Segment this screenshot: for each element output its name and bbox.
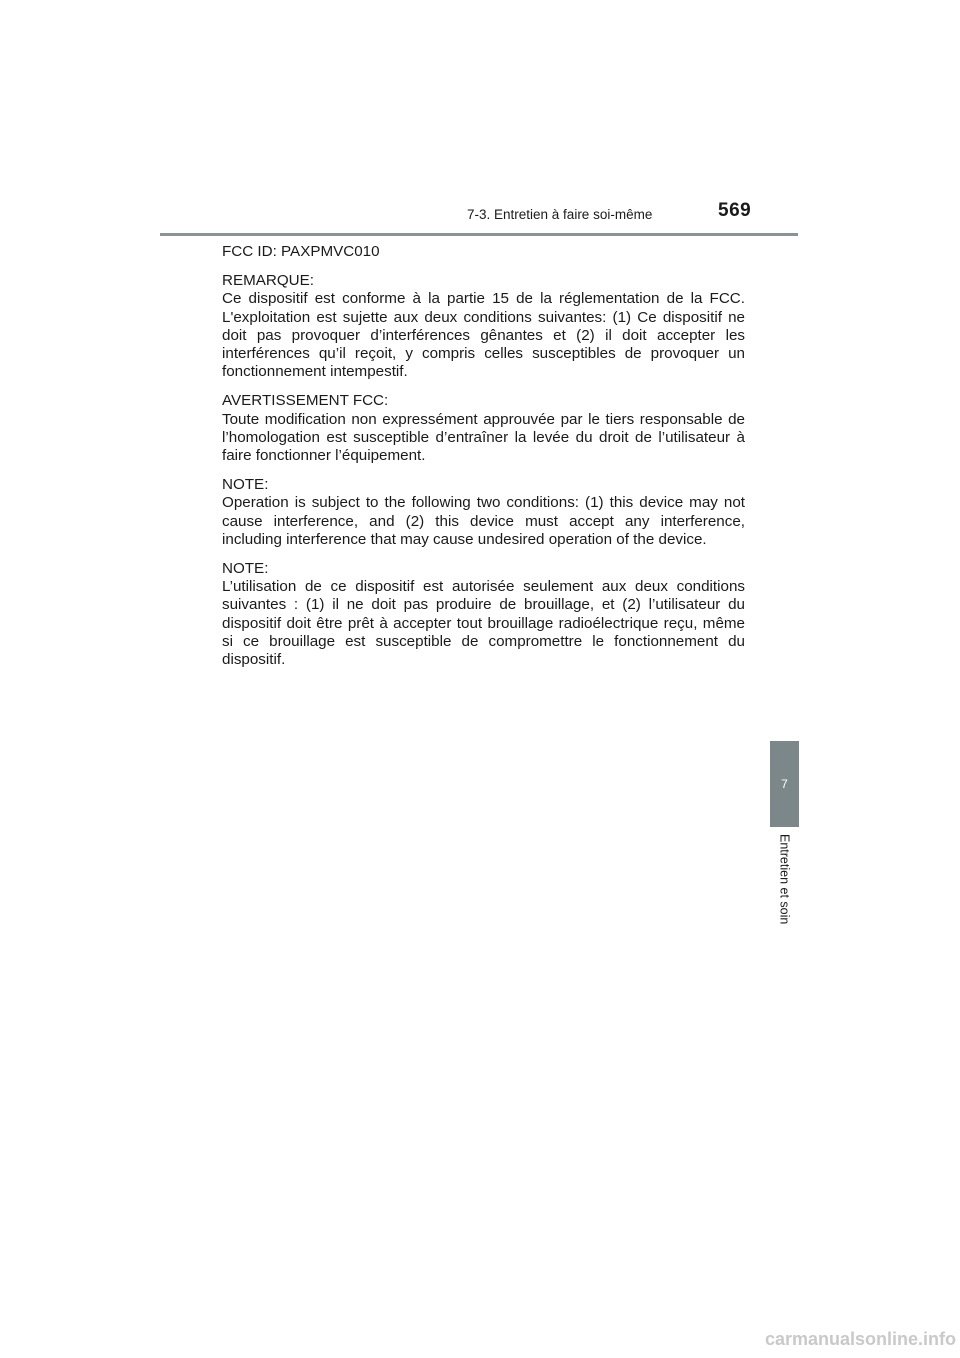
fcc-id-text: FCC ID: PAXPMVC010 — [222, 243, 380, 260]
avertissement-block — [222, 392, 745, 465]
remarque-block — [222, 272, 745, 381]
remarque-body: Ce dispositif est conforme à la partie 15 de la réglementation de la FCC. L'exploitation est sujette aux deux conditions suivantes: (1) Ce dispositif ne doit pas provoquer d’interférences gênantes et (2) il doit accepter les interférences qu’il reçoit, y compris celles susceptibles de provoquer un fonctionnement intempestif. — [222, 290, 745, 381]
chapter-label: Entretien et soin — [777, 834, 792, 925]
avertissement-heading: AVERTISSEMENT FCC: — [222, 392, 389, 410]
page-number: 569 — [718, 200, 752, 221]
fcc-id-block — [222, 243, 745, 261]
note-fr-block — [222, 560, 745, 669]
remarque-heading: REMARQUE: — [222, 272, 314, 290]
note-en-heading: NOTE: — [222, 476, 269, 494]
note-en-block — [222, 476, 745, 549]
avertissement-body: Toute modification non expressément approuvée par le tiers responsable de l’homologation est susceptible d’entraîner la levée du droit de l’utilisateur à faire fonctionner l’équipement. — [222, 410, 745, 465]
main-content — [222, 243, 745, 680]
chapter-label-container — [770, 834, 799, 924]
chapter-tab[interactable] — [770, 741, 799, 827]
watermark: carmanualsonline.info — [764, 1329, 956, 1349]
note-fr-heading: NOTE: — [222, 560, 269, 578]
note-fr-body: L’utilisation de ce dispositif est autorisée seulement aux deux conditions suivantes : (1) il ne doit pas produire de brouillage, et (2) l’utilisateur du dispositif doit être prêt à accepter tout brouillage radioélectrique reçu, même si ce brouillage est susceptible de compromettre le fonctionnement du dispositif. — [222, 578, 745, 669]
chapter-number: 7 — [781, 777, 788, 791]
running-header-section: 7-3. Entretien à faire soi-même — [467, 207, 653, 222]
header-rule — [160, 233, 798, 236]
note-en-body: Operation is subject to the following two conditions: (1) this device may not cause interference, and (2) this device must accept any interference, including interference that may cause undesired operation of the device. — [222, 494, 745, 548]
